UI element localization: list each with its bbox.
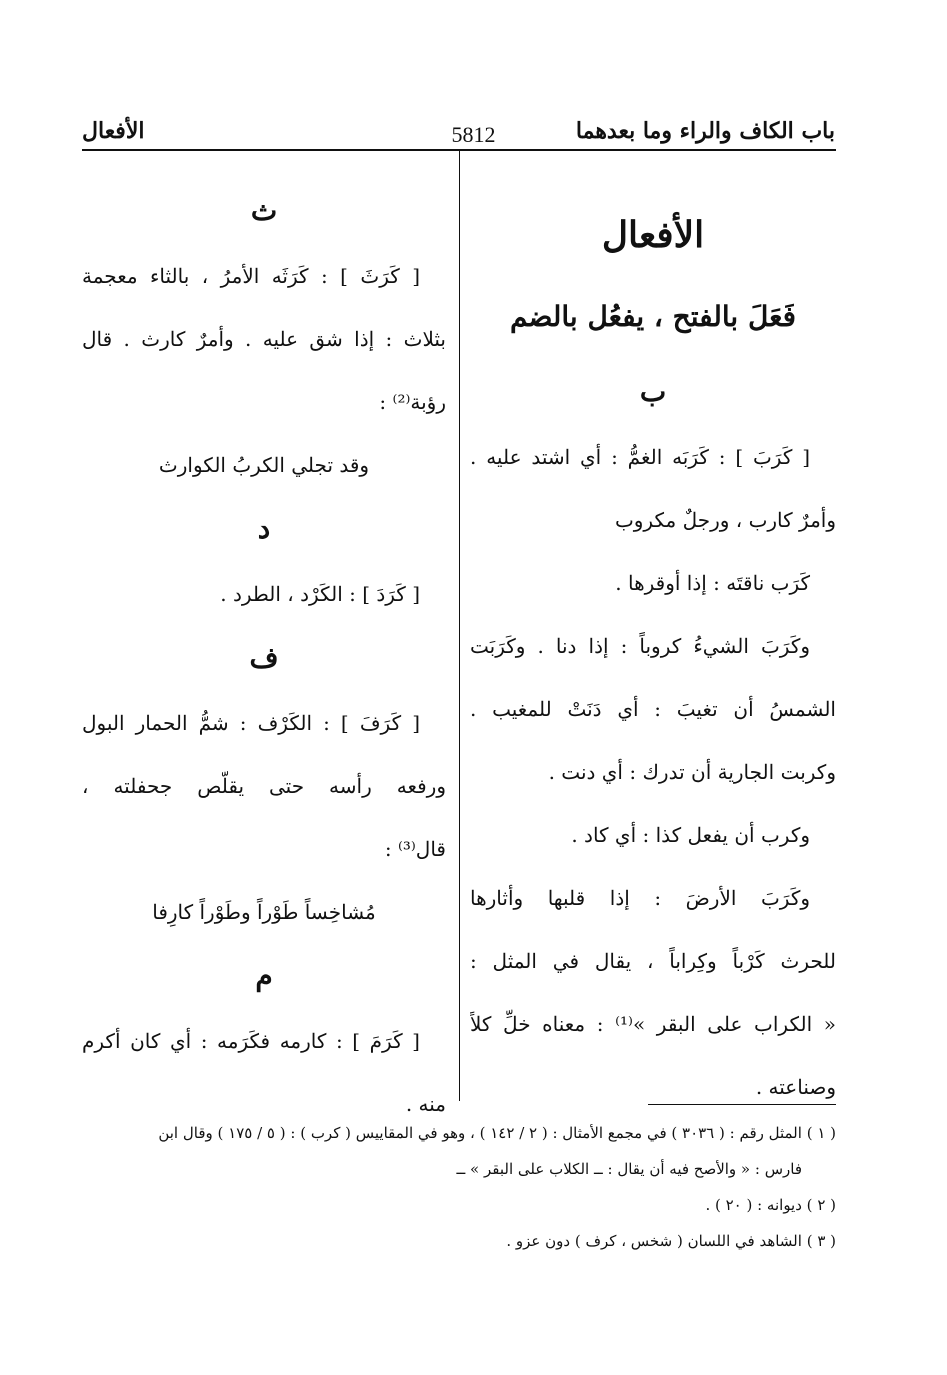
entry-line: [ كَرَبَ ] : كَرَبَه الغمُّ : أي اشتد عليه .: [470, 444, 810, 469]
entry-line: وصناعته .: [755, 1074, 836, 1099]
entry-line: وكَرَبَ الشيءُ كروباً : إذا دنا . وكَرَبَت: [470, 633, 810, 658]
entry-line: وأمرٌ كارب ، ورجلٌ مكروب: [614, 507, 836, 532]
entry-line: قال⁽³⁾ :: [384, 836, 446, 861]
entry-line: [ كَرَفَ ] : الكَرْف : شمُّ الحمار البول: [82, 710, 420, 735]
letter-heading-dal: د: [257, 512, 271, 545]
section-title: الأفعال: [601, 214, 705, 256]
section-subtitle: فَعَلَ بالفتح ، يفعُل بالضم: [509, 300, 797, 333]
column-divider: [459, 151, 460, 1101]
entry-line: وكربت الجارية أن تدرك : أي دنت .: [548, 759, 836, 784]
entry-line: ورفعه رأسه حتى يقلّص جحفلته ،: [82, 773, 446, 798]
entry-line: رؤبة⁽²⁾ :: [379, 389, 446, 414]
letter-heading-tha: ث: [250, 194, 278, 227]
running-header-section: الأفعال: [82, 118, 145, 144]
entry-line: وكرب أن يفعل كذا : أي كاد .: [571, 822, 810, 847]
footnote-rule: [648, 1104, 836, 1105]
entry-line: « الكراب على البقر »⁽¹⁾ : معناه خلِّ كلاً: [470, 1011, 836, 1036]
footnote-2: ( ٢ ) ديوانه : ( ٢٠ ) .: [705, 1196, 836, 1214]
entry-line: [ كَرَدَ ] : الكَرْد ، الطرد .: [220, 581, 420, 606]
entry-line: بثلاث : إذا شق عليه . وأمرٌ كارث . قال: [82, 326, 446, 351]
entry-line: [ كَرَمَ ] : كارمه فكَرَمه : أي كان أكرم: [82, 1028, 420, 1053]
footnotes: [82, 1120, 836, 1264]
entry-line: للحرث كَرْباً وكِراباً ، يقال في المثل :: [470, 948, 836, 973]
entry-line: منه .: [405, 1091, 446, 1116]
page-number: 5812: [451, 122, 496, 147]
letter-heading-fa: ف: [249, 641, 279, 674]
entry-line: كَرَب ناقتَه : إذا أوقرها .: [615, 570, 810, 595]
verse-line: وقد تجلي الكربُ الكوارث: [158, 452, 370, 477]
letter-heading-mim: م: [255, 959, 273, 992]
footnote-3: ( ٣ ) الشاهد في اللسان ( شخس ، كرف ) دون عزو .: [506, 1232, 836, 1250]
entry-line: الشمسُ أن تغيبَ : أي دَنَتْ للمغيب .: [470, 696, 836, 721]
footnote-1-continued: فارس : « والأصح فيه أن يقال : ــ الكلاب على البقر » ــ: [456, 1160, 802, 1178]
left-column: [82, 178, 446, 1135]
verse-line: مُشاخِساً طَوْراً وطَوْراً كارِفا: [152, 899, 376, 924]
running-header-chapter: باب الكاف والراء وما بعدهما: [575, 118, 835, 144]
right-column: [470, 195, 836, 1118]
entry-line: [ كَرَثَ ] : كَرَثَه الأمرُ ، بالثاء معجمة: [82, 263, 420, 288]
footnote-1: ( ١ ) المثل رقم : ( ٣٠٣٦ ) في مجمع الأمثال : ( ٢ / ١٤٢ ) ، وهو في المقاييس ( كرب ) : ( ٥ / ١٧٥ ) وقال ابن: [158, 1124, 836, 1142]
letter-heading-ba: ب: [639, 375, 667, 408]
entry-line: وكَرَبَ الأرضَ : إذا قلبها وأثارها: [470, 885, 810, 910]
